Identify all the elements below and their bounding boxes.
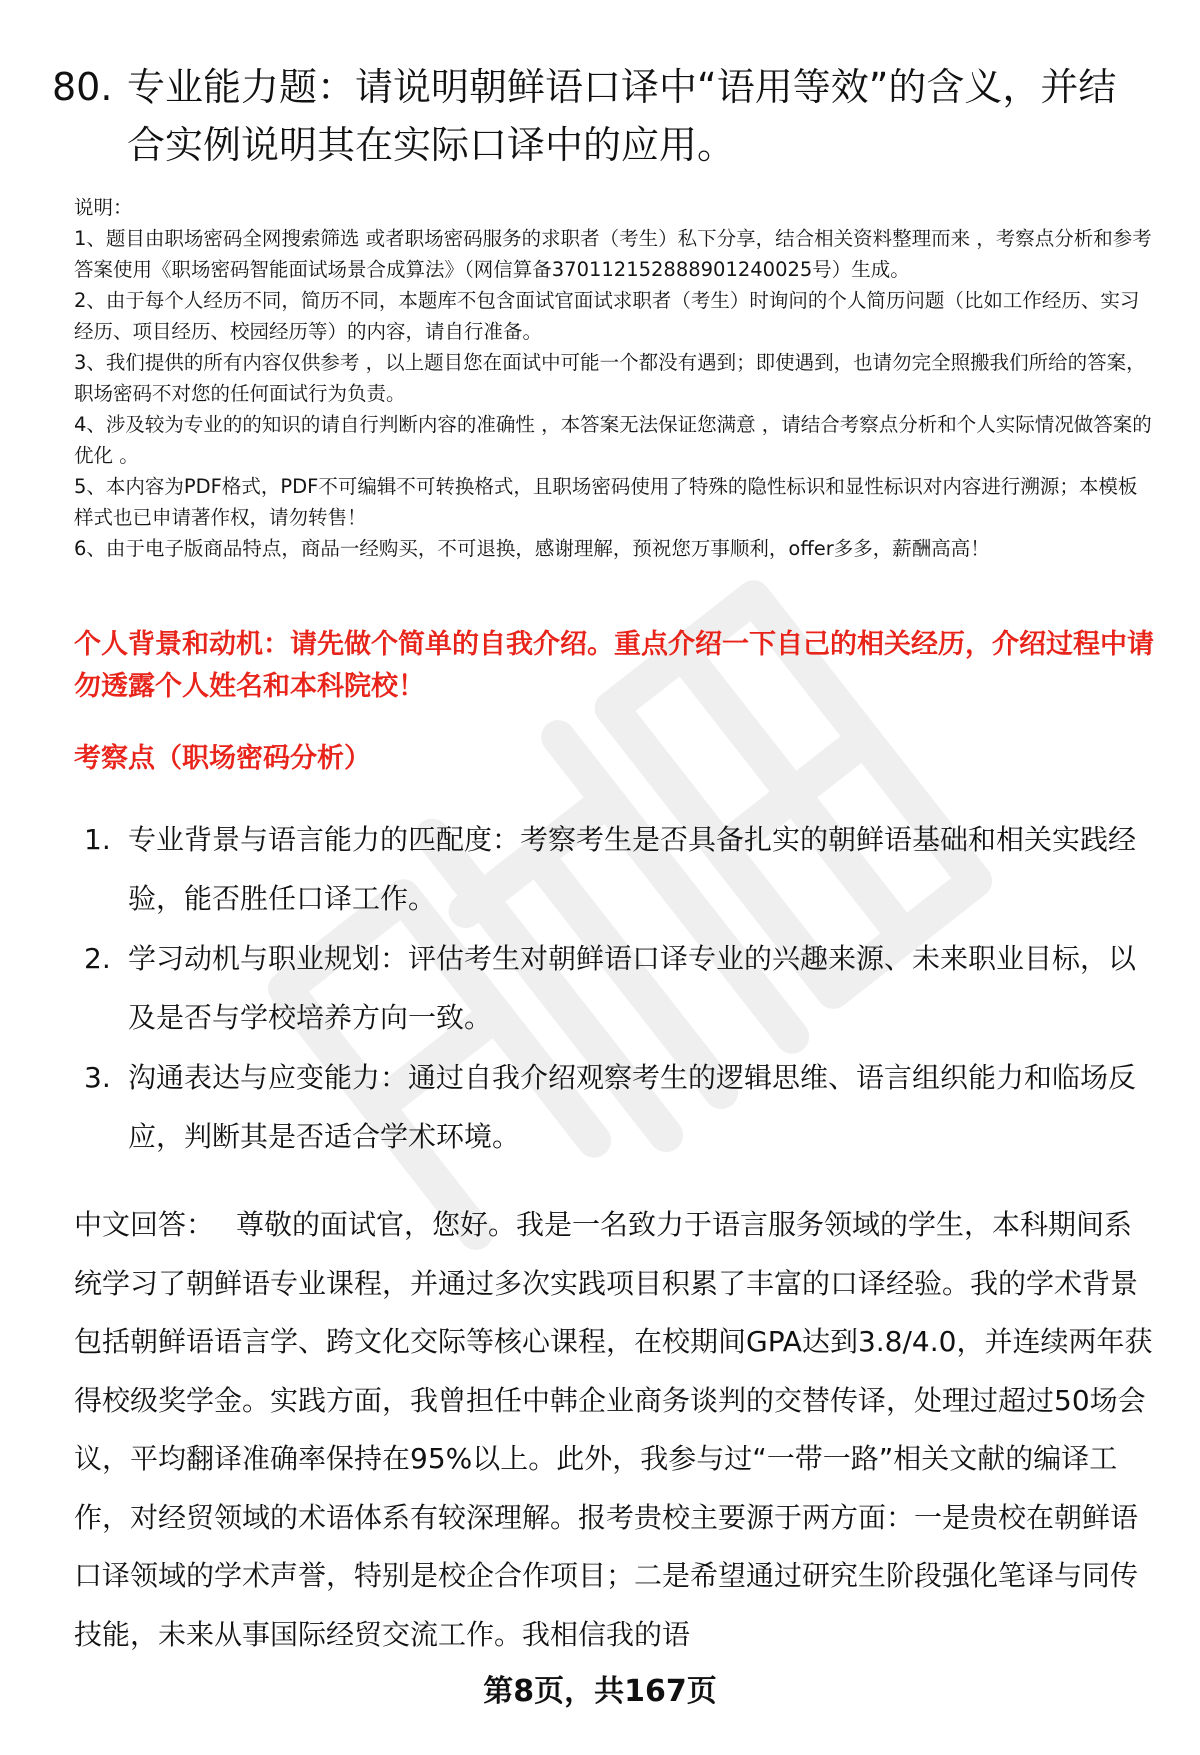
point-text: 沟通表达与应变能力：通过自我介绍观察考生的逻辑思维、语言组织能力和临场反应，判断其是否适合学术环境。 bbox=[128, 1061, 1137, 1153]
notes-item: 6、由于电子版商品特点，商品一经购买，不可退换，感谢理解，预祝您万事顺利，offer多多，薪酬高高！ bbox=[74, 537, 990, 560]
question-text: 专业能力题：请说明朝鲜语口译中“语用等效”的含义，并结合实例说明其在实际口译中的应用。 bbox=[127, 65, 1117, 167]
notes-item: 3、我们提供的所有内容仅供参考 ，以上题目您在面试中可能一个都没有遇到；即使遇到，也请勿完全照搬我们所给的答案，职场密码不对您的任何面试行为负责。 bbox=[74, 351, 1146, 405]
analysis-point bbox=[74, 929, 1156, 1047]
analysis-point bbox=[74, 1048, 1156, 1166]
notes-heading: 说明： bbox=[74, 196, 133, 219]
question-number: 80. bbox=[52, 65, 113, 109]
point-number: 2. bbox=[84, 942, 111, 975]
question-title bbox=[52, 58, 1152, 174]
analysis-points bbox=[74, 810, 1156, 1167]
analysis-heading: 考察点（职场密码分析） bbox=[74, 743, 371, 774]
answer-label: 中文回答： bbox=[74, 1208, 215, 1241]
background-prompt: 个人背景和动机：请先做个简单的自我介绍。重点介绍一下自己的相关经历，介绍过程中请勿透露个人姓名和本科院校！ bbox=[74, 629, 1154, 702]
answer-text: 尊敬的面试官，您好。我是一名致力于语言服务领域的学生，本科期间系统学习了朝鲜语专业课程，并通过多次实践项目积累了丰富的口译经验。我的学术背景包括朝鲜语语言学、跨文化交际等核心课程，在校期间GPA达到3.8/4.0，并连续两年获得校级奖学金。实践方面，我曾担任中韩企业商务谈判的交替传译，处理过超过50场会议，平均翻译准确率保持在95%以上。此外，我参与过“一带一路”相关文献的编译工作，对经贸领域的术语体系有较深理解。报考贵校主要源于两方面：一是贵校在朝鲜语口译领域的学术声誉，特别是校企合作项目；二是希望通过研究生阶段强化笔译与同传技能，未来从事国际经贸交流工作。我相信我的语 bbox=[74, 1208, 1153, 1651]
point-text: 学习动机与职业规划：评估考生对朝鲜语口译专业的兴趣来源、未来职业目标，以及是否与学校培养方向一致。 bbox=[128, 942, 1137, 1034]
point-text: 专业背景与语言能力的匹配度：考察考生是否具备扎实的朝鲜语基础和相关实践经验，能否胜任口译工作。 bbox=[128, 823, 1137, 915]
analysis-point bbox=[74, 810, 1156, 928]
page-footer: 第8页，共167页 bbox=[483, 1674, 717, 1709]
disclaimer-notes bbox=[74, 192, 1156, 564]
notes-item: 1、题目由职场密码全网搜索筛选 或者职场密码服务的求职者（考生）私下分享，结合相关资料整理而来 ，考察点分析和参考答案使用《职场密码智能面试场景合成算法》（网信算备370112152888901240025号）生成。 bbox=[74, 227, 1152, 281]
point-number: 3. bbox=[84, 1061, 111, 1094]
notes-item: 5、本内容为PDF格式，PDF不可编辑不可转换格式，且职场密码使用了特殊的隐性标识和显性标识对内容进行溯源；本模板样式也已申请著作权，请勿转售！ bbox=[74, 475, 1138, 529]
chinese-answer bbox=[74, 1196, 1156, 1664]
point-number: 1. bbox=[84, 823, 111, 856]
notes-item: 4、涉及较为专业的的知识的请自行判断内容的准确性 ，本答案无法保证您满意 ，请结合考察点分析和个人实际情况做答案的优化 。 bbox=[74, 413, 1152, 467]
notes-item: 2、由于每个人经历不同，简历不同，本题库不包含面试官面试求职者（考生）时询问的个人简历问题（比如工作经历、实习经历、项目经历、校园经历等）的内容，请自行准备。 bbox=[74, 289, 1140, 343]
